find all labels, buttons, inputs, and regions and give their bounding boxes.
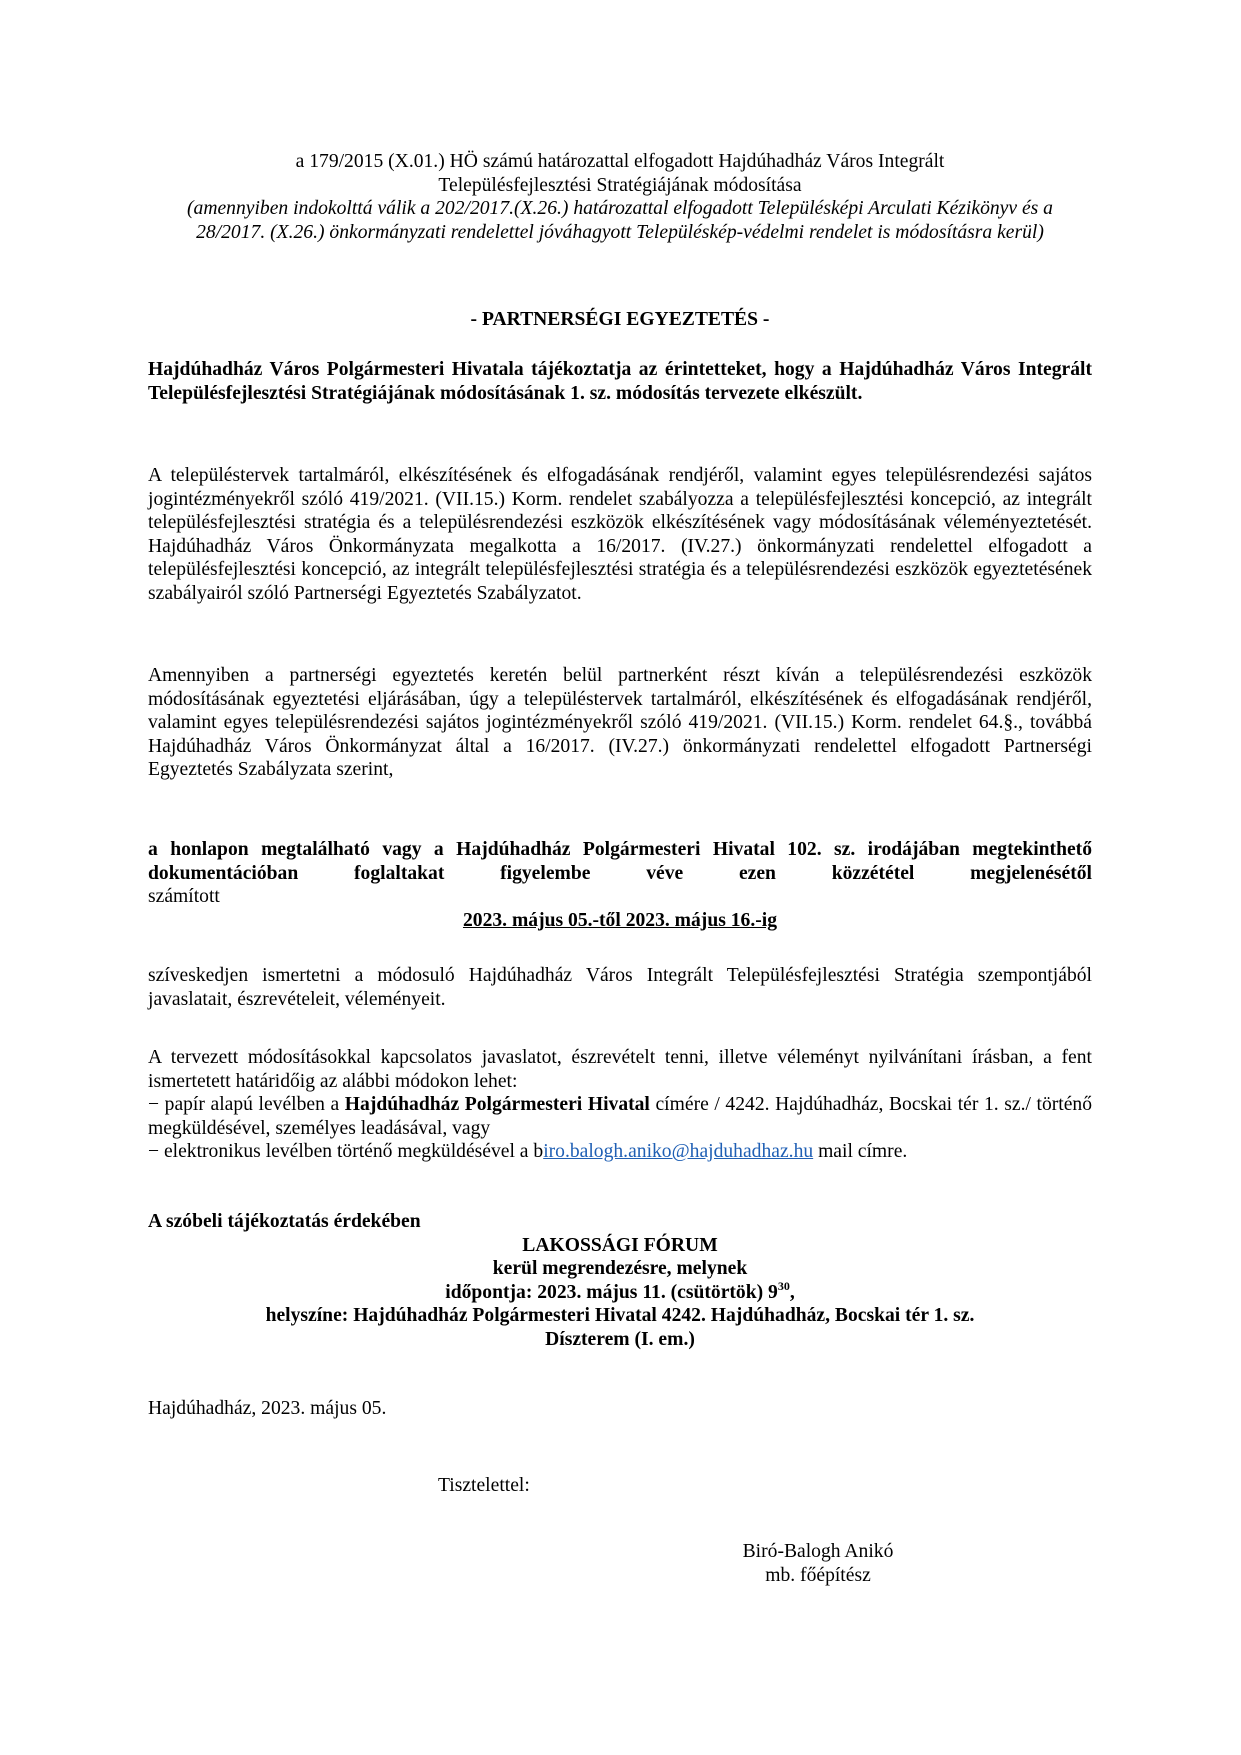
signature-block [678,1540,958,1587]
forum-time-minutes: 30 [777,1278,790,1293]
documentation-paragraph [148,838,1092,932]
item-email-suffix: mail címre. [813,1141,908,1163]
forum-section [148,1210,1092,1352]
header-italic-note: (amennyiben indokolttá válik a 202/2017.(X.26.) határozattal elfogadott Településképi Arculati Kézikönyv és a 28/2017. (X.26.) önkormányzati rendelettel jóváhagyott Településkép-védelmi rendelet is módosításra kerül) [187,198,1053,243]
forum-room: Díszterem (I. em.) [545,1328,695,1350]
signature-title: mb. főépítész [765,1564,871,1586]
item-email-prefix: − elektronikus levélben történő megküldésével a b [148,1141,544,1163]
legal-basis-paragraph: A településtervek tartalmáról, elkészítésének és elfogadásának rendjéről, valamint egyes településrendezési sajátos jogintézményekről szóló 419/2021. (VII.15.) Korm. rendelet szabályozza a településfejlesztési koncepció, az integrált településfejlesztési stratégia és a településrendezési eszközök elkészítésének vagy módosításának véleményeztetését. Hajdúhadház Város Önkormányzata megalkotta a 16/2017. (IV.27.) önkormányzati rendelettel elfogadott a településfejlesztési koncepció, az integrált településfejlesztési stratégia és a településrendezési eszközök egyeztetésének szabályairól szóló Partnerségi Egyeztetés Szabályzatot. [148,465,1092,604]
comment-period: 2023. május 05.-től 2023. május 16.-ig [462,909,778,931]
document-header [148,150,1092,244]
submission-item-paper [148,1093,1092,1140]
header-line-2: Településfejlesztési Stratégiájának módosítása [438,174,802,196]
greeting: Tisztelettel: [438,1475,530,1496]
forum-time-text: időpontja: 2023. május 11. (csütörtök) 9 [445,1281,778,1303]
request-paragraph: szíveskedjen ismertetni a módosuló Hajdúhadház Város Integrált Településfejlesztési Stratégia szempontjából javaslatait, észrevételeit, véleményeit. [148,965,1092,1010]
header-line-1: a 179/2015 (X.01.) HÖ számú határozattal elfogadott Hajdúhadház Város Integrált [295,151,945,172]
item-paper-prefix: − papír alapú levélben a [148,1094,345,1116]
forum-time-suffix: , [789,1281,795,1303]
item-paper-office: Hajdúhadház Polgármesteri Hivatal [344,1094,650,1116]
documentation-normal-text: számított [148,886,220,908]
intro-paragraph: Hajdúhadház Város Polgármesteri Hivatala tájékoztatja az érintetteket, hogy a Hajdúhadház Város Integrált Településfejlesztési Stratégiájának módosításának 1. sz. módosítás tervezete elkészült. [148,359,1092,404]
forum-time [148,1278,1092,1305]
submission-item-email [148,1140,1092,1164]
submission-intro: A tervezett módosításokkal kapcsolatos javaslatot, észrevételt tenni, illetve véleményt nyilvánítani írásban, a fent ismertetett határidőig az alábbi módokon lehet: [148,1047,1092,1092]
submission-paragraph [148,1046,1092,1164]
forum-location: helyszíne: Hajdúhadház Polgármesteri Hivatal 4242. Hajdúhadház, Bocskai tér 1. sz. [265,1305,975,1327]
email-link[interactable]: iro.balogh.aniko@hajduhadhaz.hu [543,1141,814,1163]
documentation-bold-text: a honlapon megtalálható vagy a Hajdúhadház Polgármesteri Hivatal 102. sz. irodájában megtekinthető dokumentációban foglaltakat figyelembe véve ezen közzététel megjelenésétől [148,839,1092,884]
forum-line-2: kerül megrendezésre, melynek [492,1258,748,1280]
signature-name: Biró-Balogh Anikó [742,1541,894,1562]
item-paper-suffix: címére / 4242. Hajdúhadház, Bocskai tér 1. sz./ történő megküldésével, személyes leadásával, vagy [148,1094,1093,1139]
forum-intro: A szóbeli tájékoztatás érdekében [148,1211,421,1232]
place-date: Hajdúhadház, 2023. május 05. [148,1398,387,1419]
section-title: - PARTNERSÉGI EGYEZTETÉS - [470,309,770,330]
participation-paragraph: Amennyiben a partnerségi egyeztetés keretén belül partnerként részt kíván a településrendezési eszközök módosításának egyeztetési eljárásában, úgy a településtervek tartalmáról, elkészítésének és elfogadásának rendjéről, valamint egyes településrendezési sajátos jogintézményekről szóló 419/2021. (VII.15.) Korm. rendelet 64.§., továbbá Hajdúhadház Város Önkormányzat által a 16/2017. (IV.27.) önkormányzati rendelettel elfogadott Partnerségi Egyeztetés Szabályzata szerint, [148,665,1092,781]
forum-title: LAKOSSÁGI FÓRUM [522,1234,718,1256]
